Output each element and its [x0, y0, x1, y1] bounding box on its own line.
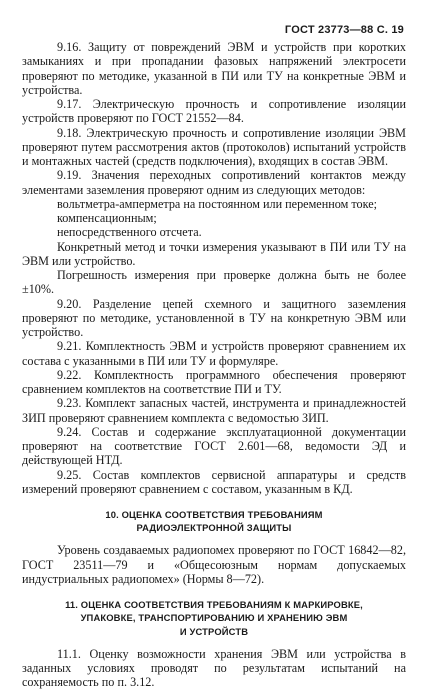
paragraph-9-21: 9.21. Комплектность ЭВМ и устройств проверяют сравнением их состава с указанными в ПИ или ТУ и формуляре. — [22, 339, 406, 368]
paragraph-9-23: 9.23. Комплект запасных частей, инструмента и принадлежностей ЗИП проверяют сравнением комплекта с ведомостью ЗИП. — [22, 396, 406, 425]
paragraph-9-19: 9.19. Значения переходных сопротивлений контактов между элементами заземления проверяют одним из следующих методов: — [22, 168, 406, 197]
method-compensation: компенсационным; — [57, 211, 157, 225]
section-11-title-line: И УСТРОЙСТВ — [179, 625, 249, 637]
paragraph-9-24: 9.24. Состав и содержание эксплуатационной документации проверяют на соответствие ГОСТ 2.601—68, ведомости ЭД и действующей НТД. — [22, 424, 406, 468]
section-11-title-line: 11. ОЦЕНКА СООТВЕТСТВИЯ ТРЕБОВАНИЯМ К МАРКИРОВКЕ, — [65, 599, 363, 611]
method-voltmeter-ammeter: вольтметра-амперметра на постоянном или переменном токе; — [57, 196, 378, 211]
paragraph-9-25: 9.25. Состав комплектов сервисной аппаратуры и средств измерений проверяют сравнением с составом, указанным в КД. — [22, 467, 406, 496]
paragraph-9-20: 9.20. Разделение цепей схемного и защитного заземления проверяют по методике, установленной в ТУ на конкретную ЭВМ или устройство. — [22, 296, 406, 339]
section-11-title-line: УПАКОВКЕ, ТРАНСПОРТИРОВАНИЮ И ХРАНЕНИЮ ЭВМ — [80, 612, 348, 624]
paragraph-9-17: 9.17. Электрическую прочность и сопротивление изоляции устройств проверяют по ГОСТ 21552—84. — [22, 97, 406, 126]
page-header: ГОСТ 23773—88 С. 19 — [284, 24, 404, 36]
paragraph-measurement-error: Погрешность измерения при проверке должна быть не более ±10%. — [22, 268, 406, 297]
paragraph-9-16: 9.16. Защиту от повреждений ЭВМ и устройств при коротких замыканиях и при пропадании фазовых напряжений электросети проверяют по методике, указанной в ПИ или ТУ на конкретные ЭВМ и устройства. — [22, 40, 406, 97]
paragraph-9-22: 9.22. Комплектность программного обеспечения проверяют сравнением комплектов на соответствие ПИ и ТУ. — [22, 367, 406, 396]
paragraph-9-18: 9.18. Электрическую прочность и сопротивление изоляции ЭВМ проверяют путем рассмотрения актов (протоколов) испытаний устройств и монтажных частей (средств подключения), входящих в состав ЭВМ. — [22, 125, 406, 168]
document-body — [22, 40, 406, 690]
section-10-title-line: 10. ОЦЕНКА СООТВЕТСТВИЯ ТРЕБОВАНИЯМ — [105, 509, 323, 520]
paragraph-11-1: 11.1. Оценку возможности хранения ЭВМ или устройства в заданных условиях проводят по результатам испытаний на сохраняемость по п. 3.12. — [22, 646, 406, 690]
section-10-text: Уровень создаваемых радиопомех проверяют по ГОСТ 16842—82, ГОСТ 23511—79 и «Общесоюзным нормам допускаемых индустриальных радиопомех» (Нормы 8—72). — [22, 543, 406, 586]
section-10-title — [32, 508, 396, 534]
section-11-title — [32, 598, 396, 638]
paragraph-measurement-points: Конкретный метод и точки измерения указывают в ПИ или ТУ на ЭВМ или устройство. — [22, 239, 406, 268]
section-10-title-line: РАДИОЭЛЕКТРОННОЙ ЗАЩИТЫ — [136, 522, 292, 534]
method-direct-reading: непосредственного отсчета. — [57, 225, 202, 240]
